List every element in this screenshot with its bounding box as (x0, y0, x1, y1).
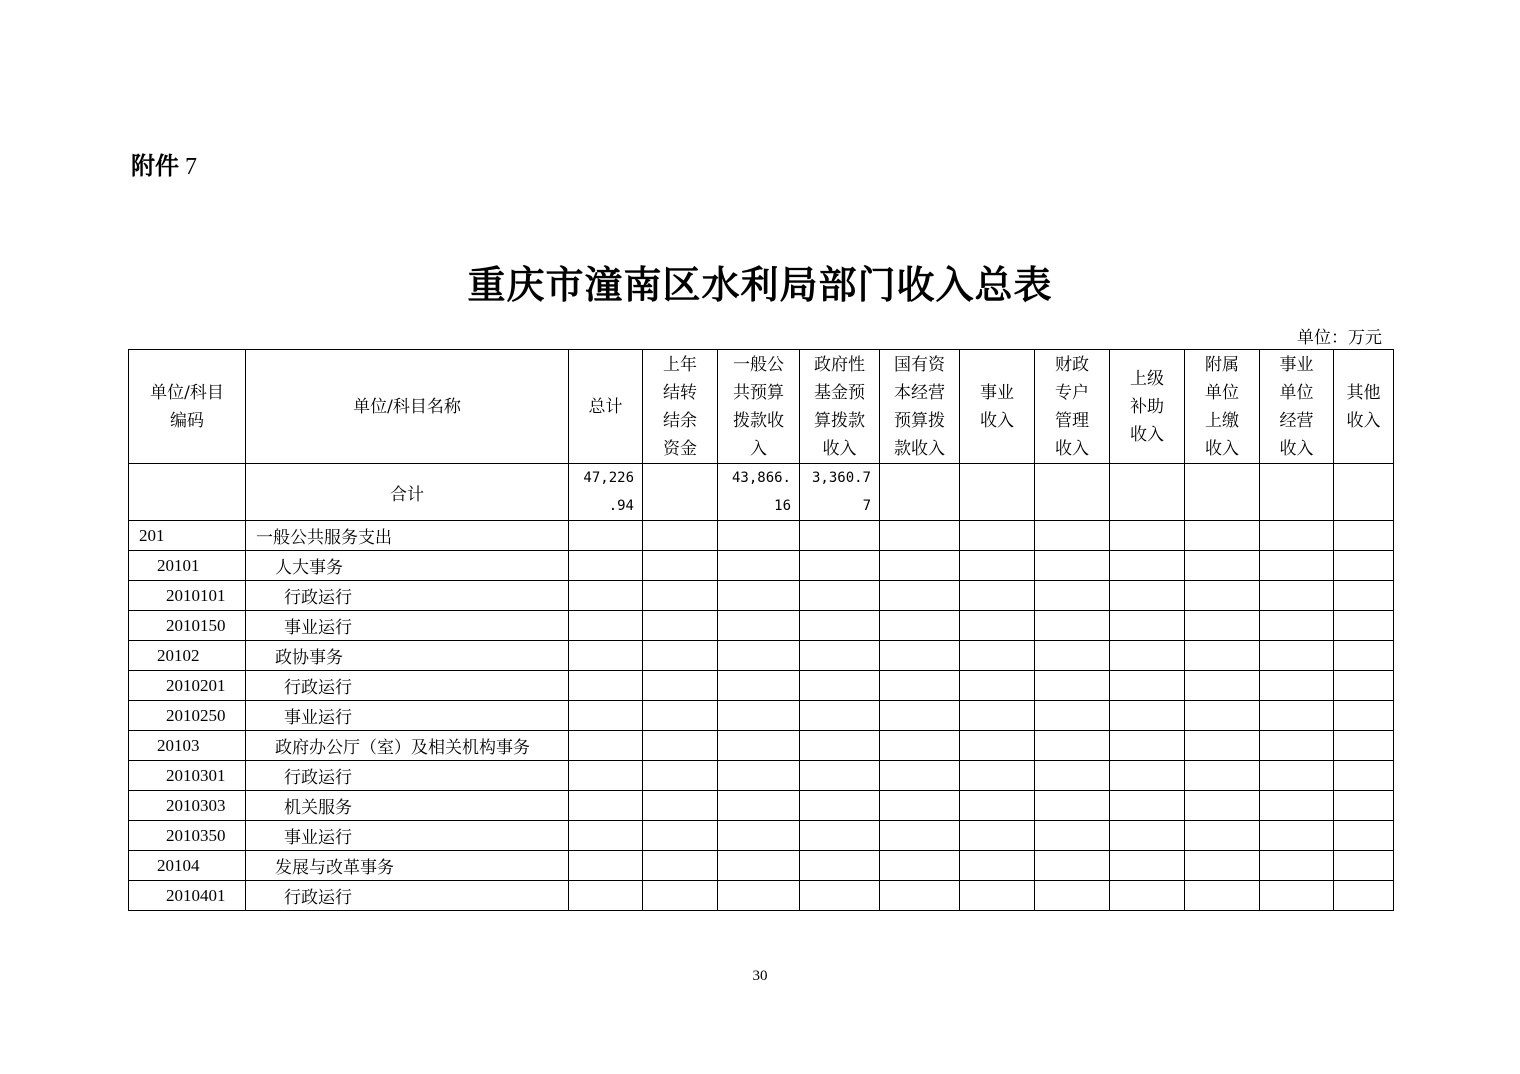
value-cell-general_budget (718, 881, 800, 911)
value-cell-gov_fund (800, 821, 880, 851)
table-row (129, 521, 1394, 551)
account-name: 政协事务 (246, 641, 569, 671)
value-cell-general_budget (718, 761, 800, 791)
value-cell-total (569, 881, 643, 911)
col-header-carryover: 上年 结转 结余 资金 (643, 350, 718, 464)
value-cell-total (569, 581, 643, 611)
value-cell-general_budget (718, 791, 800, 821)
value-cell-fiscal_special (1035, 881, 1110, 911)
value-cell-subsidy (1110, 791, 1185, 821)
total-value-business-income (960, 464, 1035, 521)
value-cell-state_capital (880, 761, 960, 791)
value-cell-business_income (960, 581, 1035, 611)
attachment-text: 附件 (131, 152, 179, 180)
value-cell-subsidy (1110, 851, 1185, 881)
account-code: 2010150 (129, 611, 246, 641)
value-cell-carryover (643, 641, 718, 671)
account-code: 20101 (129, 551, 246, 581)
value-cell-carryover (643, 791, 718, 821)
table-row (129, 611, 1394, 641)
account-name: 行政运行 (246, 581, 569, 611)
account-code: 2010201 (129, 671, 246, 701)
table-row (129, 881, 1394, 911)
value-cell-other (1334, 521, 1394, 551)
value-cell-subsidy (1110, 551, 1185, 581)
account-code: 2010303 (129, 791, 246, 821)
value-cell-fiscal_special (1035, 791, 1110, 821)
value-cell-carryover (643, 611, 718, 641)
value-cell-business_income (960, 521, 1035, 551)
value-cell-gov_fund (800, 521, 880, 551)
total-label: 合计 (246, 464, 569, 521)
value-cell-business_income (960, 851, 1035, 881)
account-code: 2010250 (129, 701, 246, 731)
value-cell-affiliated (1185, 581, 1260, 611)
value-cell-state_capital (880, 551, 960, 581)
value-cell-state_capital (880, 791, 960, 821)
value-cell-subsidy (1110, 671, 1185, 701)
value-cell-gov_fund (800, 881, 880, 911)
value-cell-affiliated (1185, 731, 1260, 761)
total-value-state-capital (880, 464, 960, 521)
total-value-total: 47,226 .94 (569, 464, 643, 521)
value-cell-gov_fund (800, 581, 880, 611)
value-cell-business_unit (1260, 671, 1334, 701)
value-cell-state_capital (880, 611, 960, 641)
value-cell-other (1334, 731, 1394, 761)
account-name: 行政运行 (246, 761, 569, 791)
value-cell-affiliated (1185, 851, 1260, 881)
value-cell-business_unit (1260, 551, 1334, 581)
total-value-business-unit (1260, 464, 1334, 521)
value-cell-carryover (643, 731, 718, 761)
total-value-subsidy (1110, 464, 1185, 521)
value-cell-total (569, 851, 643, 881)
value-cell-gov_fund (800, 761, 880, 791)
value-cell-general_budget (718, 581, 800, 611)
table-row (129, 791, 1394, 821)
value-cell-carryover (643, 701, 718, 731)
table-row (129, 731, 1394, 761)
value-cell-affiliated (1185, 641, 1260, 671)
value-cell-general_budget (718, 611, 800, 641)
value-cell-business_unit (1260, 611, 1334, 641)
col-header-gov-fund: 政府性 基金预 算拨款 收入 (800, 350, 880, 464)
data-rows (129, 521, 1394, 911)
value-cell-other (1334, 881, 1394, 911)
account-code: 20102 (129, 641, 246, 671)
value-cell-general_budget (718, 641, 800, 671)
value-cell-business_income (960, 761, 1035, 791)
value-cell-carryover (643, 671, 718, 701)
value-cell-business_unit (1260, 521, 1334, 551)
value-cell-general_budget (718, 701, 800, 731)
value-cell-total (569, 521, 643, 551)
account-name: 发展与改革事务 (246, 851, 569, 881)
total-value-general-budget: 43,866. 16 (718, 464, 800, 521)
total-value-gov-fund: 3,360.7 7 (800, 464, 880, 521)
total-value-affiliated (1185, 464, 1260, 521)
value-cell-gov_fund (800, 731, 880, 761)
value-cell-subsidy (1110, 701, 1185, 731)
value-cell-fiscal_special (1035, 701, 1110, 731)
value-cell-business_income (960, 551, 1035, 581)
value-cell-state_capital (880, 821, 960, 851)
value-cell-state_capital (880, 641, 960, 671)
col-header-business-unit: 事业 单位 经营 收入 (1260, 350, 1334, 464)
value-cell-total (569, 791, 643, 821)
value-cell-business_unit (1260, 581, 1334, 611)
account-name: 政府办公厅（室）及相关机构事务 (246, 731, 569, 761)
value-cell-affiliated (1185, 671, 1260, 701)
table-row (129, 581, 1394, 611)
value-cell-gov_fund (800, 851, 880, 881)
total-value-fiscal-special (1035, 464, 1110, 521)
account-name: 行政运行 (246, 671, 569, 701)
table-row (129, 761, 1394, 791)
col-header-general-budget: 一般公 共预算 拨款收 入 (718, 350, 800, 464)
value-cell-business_income (960, 821, 1035, 851)
value-cell-total (569, 551, 643, 581)
value-cell-other (1334, 851, 1394, 881)
value-cell-subsidy (1110, 581, 1185, 611)
value-cell-business_income (960, 881, 1035, 911)
account-code: 2010101 (129, 581, 246, 611)
value-cell-other (1334, 671, 1394, 701)
value-cell-business_income (960, 701, 1035, 731)
value-cell-subsidy (1110, 761, 1185, 791)
value-cell-general_budget (718, 671, 800, 701)
value-cell-total (569, 641, 643, 671)
value-cell-total (569, 701, 643, 731)
value-cell-business_unit (1260, 881, 1334, 911)
value-cell-other (1334, 761, 1394, 791)
value-cell-fiscal_special (1035, 581, 1110, 611)
total-value-other (1334, 464, 1394, 521)
value-cell-carryover (643, 821, 718, 851)
value-cell-gov_fund (800, 701, 880, 731)
account-code: 2010401 (129, 881, 246, 911)
value-cell-business_unit (1260, 701, 1334, 731)
value-cell-business_unit (1260, 731, 1334, 761)
value-cell-affiliated (1185, 611, 1260, 641)
value-cell-subsidy (1110, 881, 1185, 911)
account-name: 事业运行 (246, 821, 569, 851)
value-cell-general_budget (718, 731, 800, 761)
value-cell-fiscal_special (1035, 611, 1110, 641)
account-code: 2010350 (129, 821, 246, 851)
value-cell-fiscal_special (1035, 521, 1110, 551)
value-cell-fiscal_special (1035, 671, 1110, 701)
col-header-name: 单位/科目名称 (246, 350, 569, 464)
value-cell-other (1334, 791, 1394, 821)
account-name: 事业运行 (246, 701, 569, 731)
table-row (129, 851, 1394, 881)
value-cell-total (569, 671, 643, 701)
value-cell-other (1334, 701, 1394, 731)
value-cell-affiliated (1185, 551, 1260, 581)
value-cell-other (1334, 641, 1394, 671)
account-code: 201 (129, 521, 246, 551)
value-cell-other (1334, 581, 1394, 611)
value-cell-gov_fund (800, 671, 880, 701)
account-name: 机关服务 (246, 791, 569, 821)
value-cell-business_unit (1260, 641, 1334, 671)
account-name: 人大事务 (246, 551, 569, 581)
value-cell-fiscal_special (1035, 761, 1110, 791)
col-header-business-income: 事业 收入 (960, 350, 1035, 464)
value-cell-state_capital (880, 851, 960, 881)
col-header-subsidy: 上级 补助 收入 (1110, 350, 1185, 464)
table-row (129, 641, 1394, 671)
value-cell-carryover (643, 851, 718, 881)
value-cell-general_budget (718, 821, 800, 851)
col-header-affiliated: 附属 单位 上缴 收入 (1185, 350, 1260, 464)
value-cell-gov_fund (800, 611, 880, 641)
value-cell-affiliated (1185, 821, 1260, 851)
table-row (129, 701, 1394, 731)
value-cell-carryover (643, 521, 718, 551)
value-cell-business_income (960, 671, 1035, 701)
col-header-other: 其他 收入 (1334, 350, 1394, 464)
value-cell-business_unit (1260, 821, 1334, 851)
value-cell-fiscal_special (1035, 821, 1110, 851)
table-row (129, 671, 1394, 701)
value-cell-total (569, 611, 643, 641)
account-name: 行政运行 (246, 881, 569, 911)
value-cell-subsidy (1110, 821, 1185, 851)
account-code: 20103 (129, 731, 246, 761)
value-cell-general_budget (718, 551, 800, 581)
income-summary-table (128, 349, 1394, 911)
value-cell-affiliated (1185, 881, 1260, 911)
value-cell-total (569, 821, 643, 851)
value-cell-affiliated (1185, 521, 1260, 551)
value-cell-business_income (960, 791, 1035, 821)
value-cell-state_capital (880, 521, 960, 551)
value-cell-fiscal_special (1035, 851, 1110, 881)
col-header-fiscal-special: 财政 专户 管理 收入 (1035, 350, 1110, 464)
value-cell-total (569, 731, 643, 761)
total-row (129, 464, 1394, 521)
total-value-carryover (643, 464, 718, 521)
account-code: 20104 (129, 851, 246, 881)
col-header-total: 总计 (569, 350, 643, 464)
value-cell-business_income (960, 641, 1035, 671)
value-cell-affiliated (1185, 791, 1260, 821)
value-cell-affiliated (1185, 761, 1260, 791)
value-cell-subsidy (1110, 611, 1185, 641)
attachment-number: 7 (185, 154, 197, 180)
value-cell-state_capital (880, 581, 960, 611)
value-cell-gov_fund (800, 791, 880, 821)
value-cell-fiscal_special (1035, 641, 1110, 671)
account-name: 事业运行 (246, 611, 569, 641)
account-name: 一般公共服务支出 (246, 521, 569, 551)
value-cell-state_capital (880, 881, 960, 911)
value-cell-fiscal_special (1035, 731, 1110, 761)
value-cell-carryover (643, 551, 718, 581)
value-cell-subsidy (1110, 521, 1185, 551)
value-cell-business_income (960, 611, 1035, 641)
col-header-state-capital: 国有资 本经营 预算拨 款收入 (880, 350, 960, 464)
page-title: 重庆市潼南区水利局部门收入总表 (467, 262, 1053, 307)
value-cell-general_budget (718, 851, 800, 881)
value-cell-other (1334, 551, 1394, 581)
value-cell-carryover (643, 761, 718, 791)
value-cell-gov_fund (800, 551, 880, 581)
value-cell-business_unit (1260, 851, 1334, 881)
value-cell-business_income (960, 731, 1035, 761)
value-cell-total (569, 761, 643, 791)
account-code: 2010301 (129, 761, 246, 791)
attachment-label (131, 146, 197, 181)
unit-label: 单位：万元 (1297, 328, 1382, 348)
value-cell-other (1334, 821, 1394, 851)
value-cell-other (1334, 611, 1394, 641)
value-cell-general_budget (718, 521, 800, 551)
value-cell-subsidy (1110, 731, 1185, 761)
value-cell-fiscal_special (1035, 551, 1110, 581)
value-cell-state_capital (880, 671, 960, 701)
col-header-code: 单位/科目 编码 (129, 350, 246, 464)
header-row (129, 350, 1394, 464)
value-cell-gov_fund (800, 641, 880, 671)
value-cell-carryover (643, 581, 718, 611)
value-cell-business_unit (1260, 761, 1334, 791)
value-cell-state_capital (880, 731, 960, 761)
value-cell-affiliated (1185, 701, 1260, 731)
value-cell-subsidy (1110, 641, 1185, 671)
value-cell-carryover (643, 881, 718, 911)
page-number: 30 (752, 968, 768, 984)
table-row (129, 821, 1394, 851)
table-row (129, 551, 1394, 581)
value-cell-state_capital (880, 701, 960, 731)
value-cell-business_unit (1260, 791, 1334, 821)
total-code-cell (129, 464, 246, 521)
